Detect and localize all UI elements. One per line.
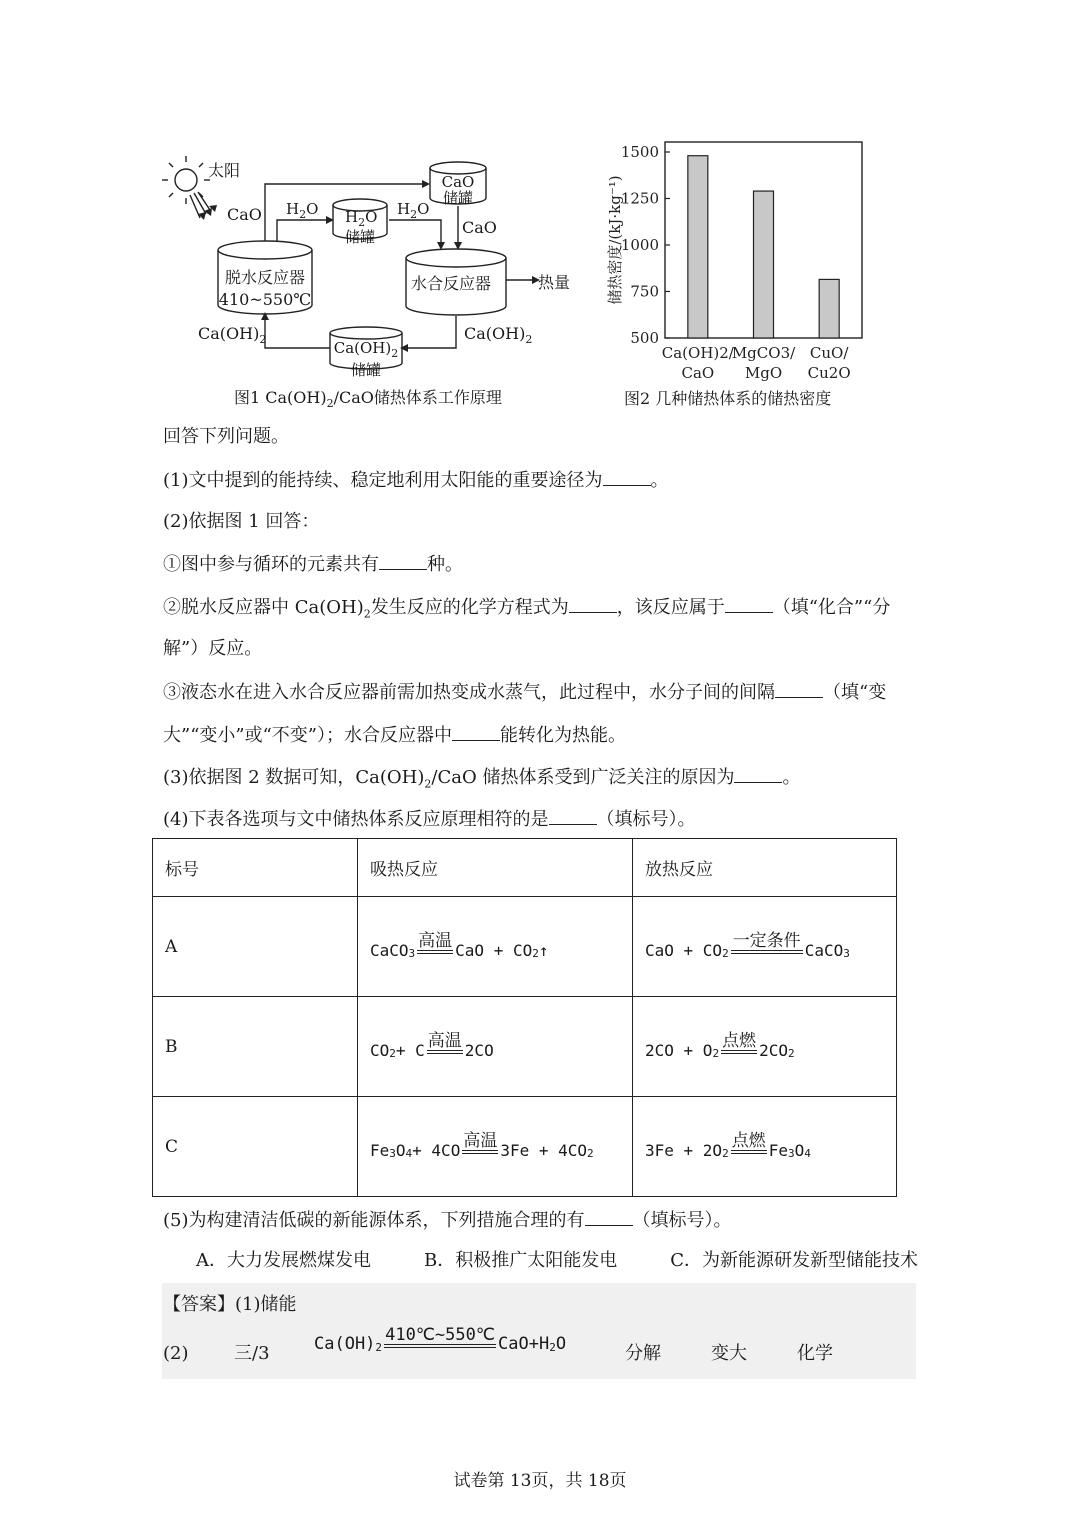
x-tick-label: CuO/ bbox=[809, 344, 849, 362]
table-row bbox=[153, 1097, 897, 1197]
sun-rays-icon bbox=[162, 156, 210, 204]
figure2-caption: 图2 几种储热体系的储热密度 bbox=[624, 389, 832, 408]
table-row bbox=[153, 997, 897, 1097]
answer-d: 化学 bbox=[797, 1343, 833, 1364]
q2: (2)依据图 1 回答： bbox=[163, 511, 320, 532]
x-tick-label: MgO bbox=[744, 364, 783, 382]
q4: (4)下表各选项与文中储热体系反应原理相符的是 （填标号）。 bbox=[163, 806, 696, 832]
heat-label: 热量 bbox=[538, 273, 571, 292]
q2-2-cont: 解”）反应。 bbox=[163, 638, 263, 659]
row-label: C bbox=[153, 1097, 358, 1197]
figure1-caption: 图1 $Ca(OH)_2$/CaO储热体系工作原理 bbox=[234, 388, 502, 411]
exo-eq: 3Fe + 2O 2 点燃 Fe $_3$ O 4 bbox=[633, 1097, 897, 1197]
row-label: A bbox=[153, 897, 358, 997]
cao-left-label: CaO bbox=[227, 205, 262, 224]
table-row bbox=[153, 897, 897, 997]
exo-eq: 2CO + O 2 点燃 2CO $_2$ bbox=[633, 997, 897, 1097]
caoh2-left-label: $Ca(OH)_2$ bbox=[198, 324, 267, 347]
y-tick-label: 1000 bbox=[620, 236, 659, 254]
exo-eq: CaO + CO 2 一定条件 CaCO $_3$ bbox=[633, 897, 897, 997]
y-tick-label: 1500 bbox=[620, 143, 659, 161]
sun-label: 太阳 bbox=[208, 161, 241, 180]
q2-3: ③液态水在进入水合反应器前需加热变成水蒸气，此过程中，水分子间的间隔 （填“变 bbox=[163, 679, 886, 705]
sun-icon bbox=[175, 169, 197, 191]
endo-eq: Fe 3 O 4 + 4CO 高温 3Fe + 4CO $_2$ bbox=[358, 1097, 633, 1197]
bar bbox=[688, 156, 708, 338]
q1: (1)文中提到的能持续、稳定地利用太阳能的重要途径为 。 bbox=[163, 467, 669, 493]
cao-tank-label: CaO 储罐 bbox=[441, 173, 475, 207]
q3: (3)依据图 2 数据可知，$Ca(OH)_2$/CaO 储热体系受到广泛关注的原因为 。 bbox=[163, 764, 800, 797]
q5: (5)为构建清洁低碳的新能源体系，下列措施合理的有 （填标号）。 bbox=[163, 1207, 732, 1233]
y-tick-label: 1250 bbox=[620, 189, 659, 208]
page-footer: 试卷第 13页，共 18页 bbox=[453, 1471, 627, 1491]
answer-a: 三/3 bbox=[234, 1343, 270, 1364]
x-tick-label: Cu2O bbox=[807, 364, 851, 382]
option-a: A．大力发展燃煤发电 bbox=[196, 1250, 371, 1271]
endo-eq: CO 2 + C 高温 2CO bbox=[358, 997, 633, 1097]
bar bbox=[819, 279, 839, 338]
table-header: 标号 bbox=[153, 839, 358, 897]
answer-c: 变大 bbox=[711, 1343, 747, 1364]
h2o-left-label: $H_2O$ bbox=[286, 200, 319, 221]
x-tick-label: CaO bbox=[681, 364, 715, 382]
q5-options bbox=[196, 1249, 918, 1273]
answer-equation: Ca(OH) 2 410℃~550℃ CaO+H $_2$ O bbox=[314, 1325, 567, 1354]
h2o-tank-label: $H_2O$ 储罐 bbox=[345, 208, 378, 246]
y-tick-label: 500 bbox=[630, 329, 659, 347]
x-tick-label: Ca(OH)2/ bbox=[661, 344, 734, 362]
hydration-reactor-label: 水合反应器 bbox=[411, 274, 492, 293]
q2-1: ①图中参与循环的元素共有 种。 bbox=[163, 551, 463, 577]
endo-eq: CaCO 3 高温 CaO + CO $_2$ ↑ bbox=[358, 897, 633, 997]
y-tick-label: 750 bbox=[630, 282, 659, 301]
row-label: B bbox=[153, 997, 358, 1097]
answer-head: 【答案】(1)储能 bbox=[163, 1294, 297, 1315]
caoh2-right-label: $Ca(OH)_2$ bbox=[464, 324, 533, 347]
table-header: 吸热反应 bbox=[358, 839, 633, 897]
table-header: 放热反应 bbox=[633, 839, 897, 897]
bar-chart bbox=[600, 138, 880, 388]
cao-down-label: CaO bbox=[462, 218, 497, 237]
bar bbox=[754, 191, 774, 338]
intro: 回答下列问题。 bbox=[163, 426, 289, 447]
q2-3-cont: 大”“变小”或“不变”）；水合反应器中 能转化为热能。 bbox=[163, 722, 626, 748]
answer-b: 分解 bbox=[625, 1343, 661, 1364]
answer-num: (2) bbox=[163, 1343, 189, 1364]
y-axis-label: 储热密度/(kJ·kg⁻¹) bbox=[606, 175, 624, 305]
reaction-table bbox=[152, 838, 897, 1197]
dehydration-reactor-label: 脱水反应器 410~550℃ bbox=[218, 268, 312, 309]
h2o-right-label: $H_2O$ bbox=[397, 200, 430, 221]
q2-2: ②脱水反应器中 $Ca(OH)_2$发生反应的化学方程式为 ，该反应属于 （填“化合”“分 bbox=[163, 594, 890, 627]
caoh2-tank-label: $Ca(OH)_2$ 储罐 bbox=[333, 339, 399, 379]
option-c: C．为新能源研发新型储能技术 bbox=[670, 1250, 918, 1271]
x-tick-label: MgCO3/ bbox=[731, 344, 796, 362]
option-b: B．积极推广太阳能发电 bbox=[423, 1250, 618, 1271]
